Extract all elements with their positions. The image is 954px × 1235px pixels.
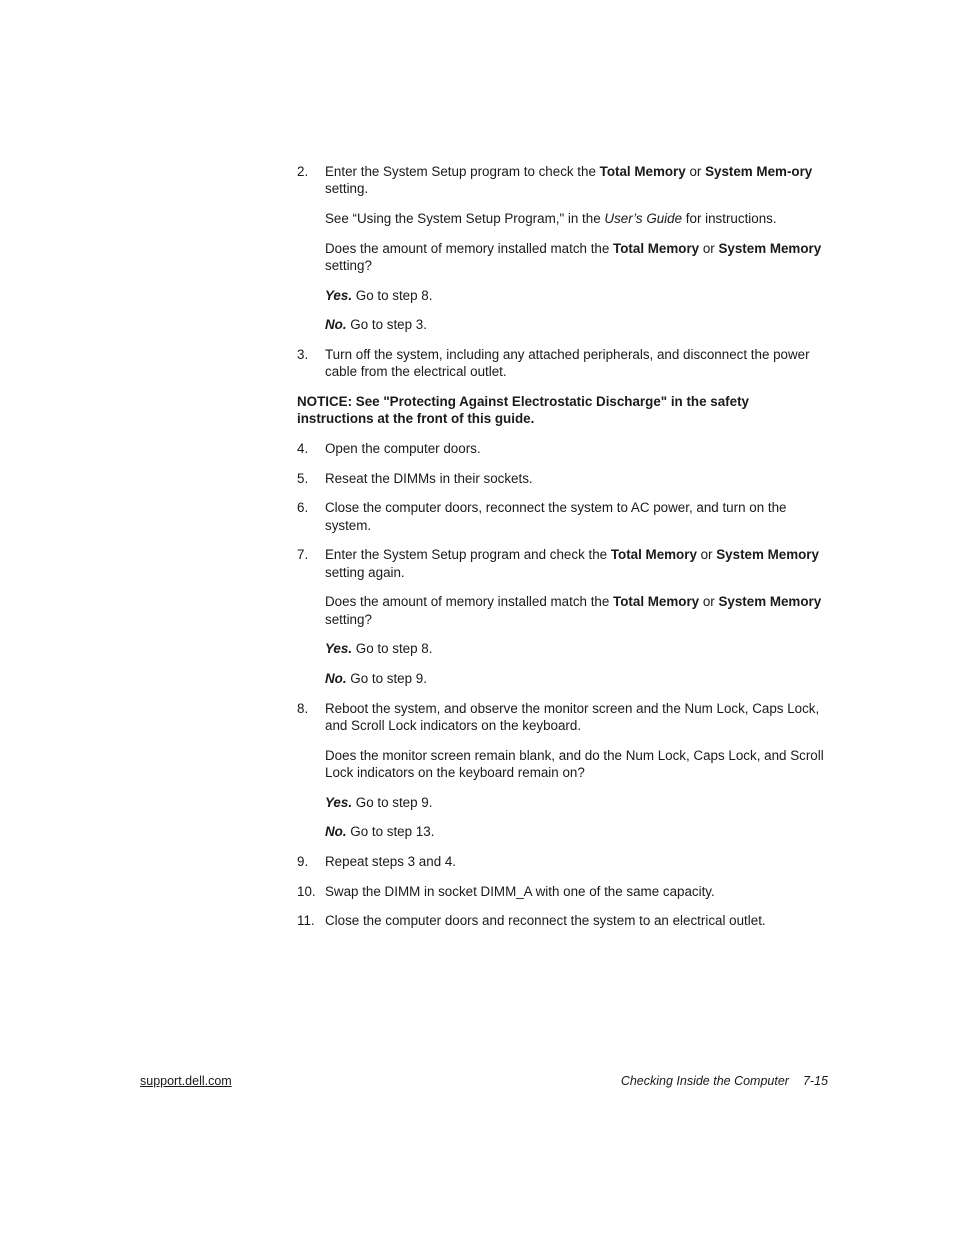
step-2-yes-answer [297, 287, 827, 304]
step-7-yes-answer [297, 640, 827, 657]
question-text: Does the monitor screen remain blank, and do the Num Lock, Caps Lock, and Scroll Lock indicators on the keyboard remain on? [325, 747, 824, 780]
step-text: Reseat the DIMMs in their sockets. [325, 470, 533, 486]
step-number: 9. [297, 854, 309, 870]
answer-label: Yes. [325, 641, 353, 657]
text-run: setting. [325, 181, 369, 197]
answer-label: Yes. [325, 287, 353, 303]
step-text: Close the computer doors and reconnect the system to an electrical outlet. [325, 913, 766, 929]
answer-label: No. [325, 317, 347, 333]
step-10 [297, 883, 827, 900]
step-text: Open the computer doors. [325, 441, 481, 456]
text-run: for instructions. [682, 210, 777, 226]
step-3 [297, 346, 827, 381]
answer-text: Go to step 13. [346, 824, 435, 840]
step-text: Close the computer doors, reconnect the system to AC power, and turn on the system. [325, 500, 787, 533]
setting-name: System Mem-ory [705, 164, 813, 179]
answer-text: Go to step 8. [352, 641, 433, 657]
text-run: Does the amount of memory installed match the [325, 240, 614, 256]
text-run: Does the amount of memory installed match the [325, 594, 614, 610]
step-number: 7. [297, 547, 309, 563]
step-text [325, 163, 827, 198]
step-2 [297, 163, 827, 198]
step-9 [297, 853, 827, 870]
answer-text: Go to step 9. [352, 794, 433, 810]
text-run: or [699, 594, 719, 610]
answer-text: Go to step 3. [346, 317, 427, 333]
support-link[interactable]: support.dell.com [140, 1074, 232, 1088]
step-text: Reboot the system, and observe the monitor screen and the Num Lock, Caps Lock, and Scroll Lock indicators on the keyboard. [325, 700, 820, 733]
step-text [325, 546, 827, 581]
step-7-no-answer [297, 670, 827, 687]
answer-label: No. [325, 671, 347, 687]
setting-name: Total Memory [599, 164, 686, 179]
setting-name: System Memory [716, 547, 819, 563]
text-run: or [699, 240, 719, 256]
notice: NOTICE: See "Protecting Against Electrostatic Discharge" in the safety instructions at the front of this guide. [297, 394, 749, 427]
step-number: 10. [297, 883, 316, 899]
step-text: Swap the DIMM in socket DIMM_A with one of the same capacity. [325, 883, 715, 899]
page-number: 7-15 [802, 1074, 828, 1088]
step-5 [297, 470, 827, 487]
text-run: setting? [325, 611, 372, 627]
answer-label: Yes. [325, 794, 353, 810]
guide-title: User’s Guide [604, 210, 683, 226]
setting-name: System Memory [718, 240, 822, 256]
text-run: Enter the System Setup program and check the [325, 547, 611, 563]
step-8-no-answer [297, 823, 827, 840]
answer-label: No. [325, 824, 347, 840]
text-run: See “Using the System Setup Program," in the [325, 210, 605, 226]
step-2-question [297, 240, 827, 275]
step-11 [297, 912, 827, 929]
step-4 [297, 440, 827, 457]
step-6 [297, 499, 827, 534]
setting-name: System Memory [718, 594, 822, 610]
step-8-question [297, 747, 827, 782]
setting-name: Total Memory [613, 240, 700, 256]
setting-name: Total Memory [610, 547, 697, 563]
step-2-see-note [297, 210, 827, 227]
step-8 [297, 700, 827, 735]
text-run: or [696, 547, 717, 563]
answer-text: Go to step 8. [352, 287, 433, 303]
answer-text: Go to step 9. [346, 671, 427, 687]
text-run: Enter the System Setup program to check the [325, 164, 600, 179]
setting-name: Total Memory [613, 594, 700, 610]
step-number: 2. [297, 164, 309, 179]
step-8-yes-answer [297, 794, 827, 811]
step-2-no-answer [297, 316, 827, 333]
step-number: 4. [297, 441, 309, 456]
step-number: 5. [297, 470, 309, 486]
text-run: setting again. [325, 564, 405, 580]
step-number: 6. [297, 500, 309, 516]
page-footer [621, 1074, 828, 1088]
step-text: Repeat steps 3 and 4. [325, 854, 457, 870]
step-7 [297, 546, 827, 581]
text-run: setting? [325, 257, 372, 273]
document-body [297, 163, 827, 942]
step-number: 3. [297, 347, 309, 363]
step-number: 11. [297, 913, 315, 929]
step-number: 8. [297, 700, 309, 716]
step-text: Turn off the system, including any attached peripherals, and disconnect the power cable from the electrical outlet. [325, 347, 810, 380]
step-7-question [297, 593, 827, 628]
text-run: or [685, 164, 706, 179]
chapter-title: Checking Inside the Computer [620, 1074, 789, 1088]
